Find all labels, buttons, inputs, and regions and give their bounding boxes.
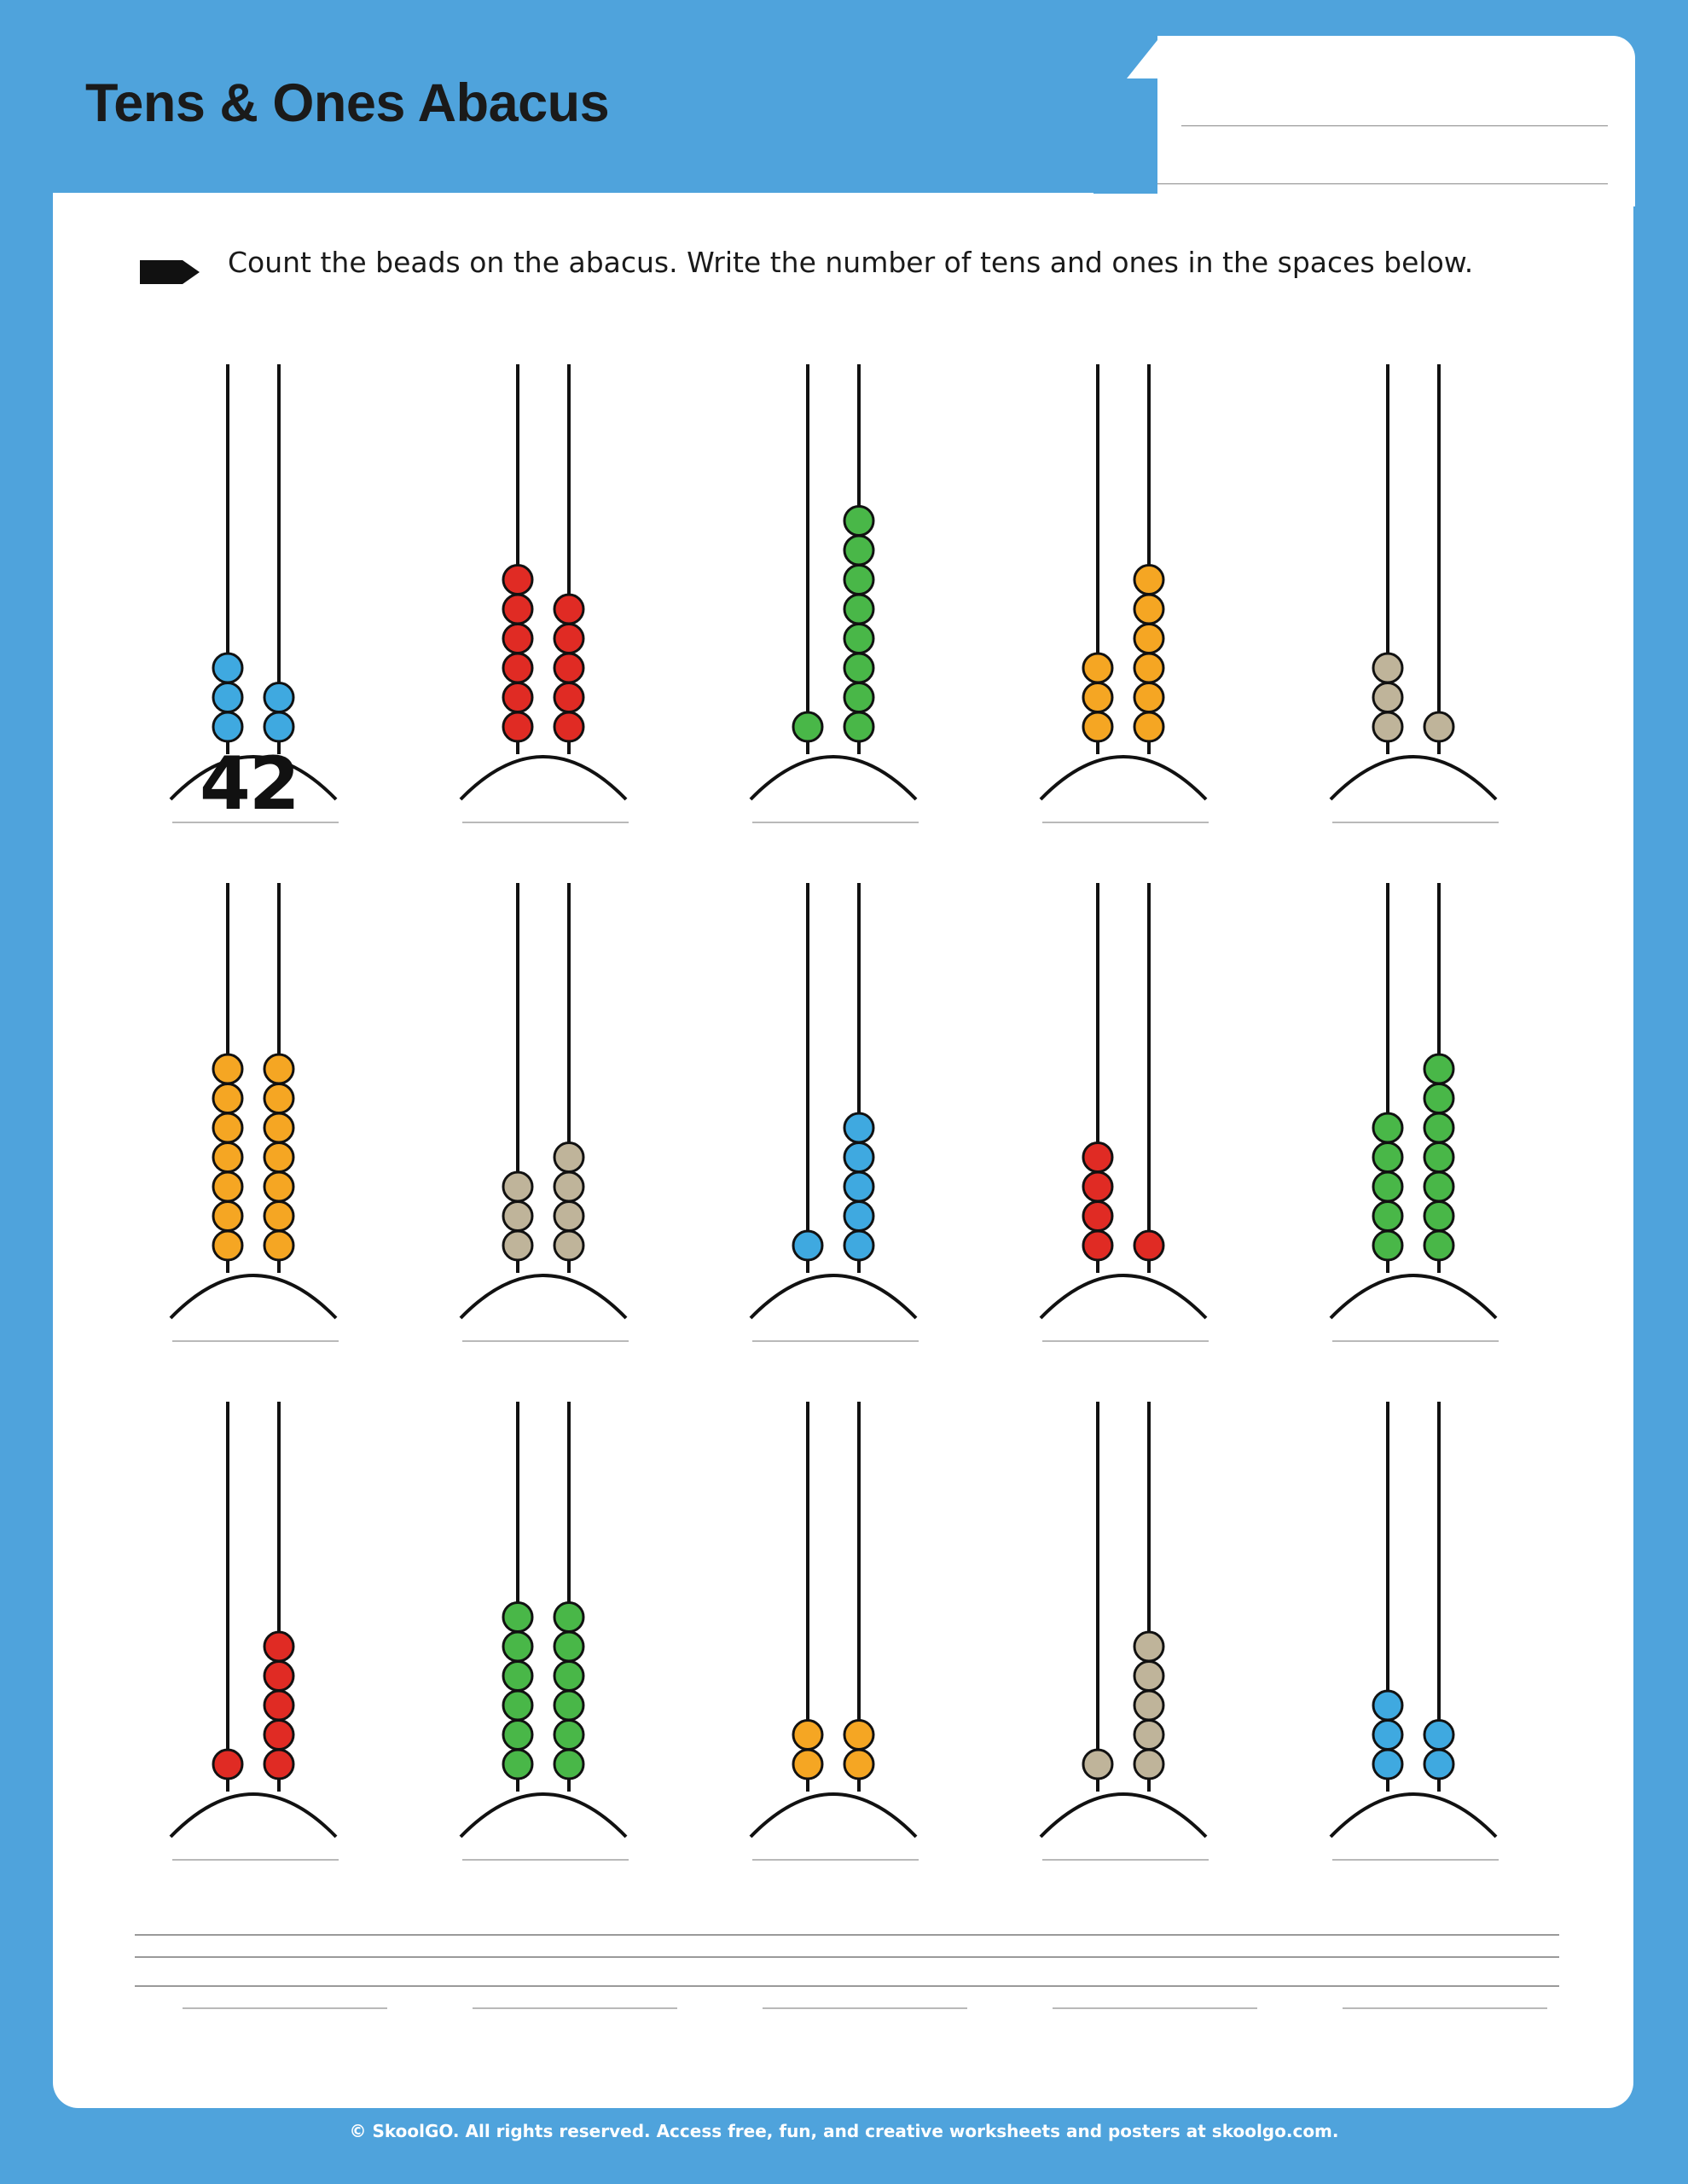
ones-bead	[844, 653, 873, 682]
tens-bead	[793, 1721, 822, 1750]
abacus-problem-5	[1290, 339, 1580, 876]
ones-bead	[264, 1113, 293, 1142]
answer-line-6[interactable]	[172, 1340, 339, 1342]
abacus-base-arc	[461, 1794, 626, 1837]
abacus-frame	[1290, 1376, 1580, 1854]
abacus-problem-7	[420, 857, 710, 1395]
tens-bead	[793, 1231, 822, 1260]
tens-bead	[1373, 1750, 1402, 1779]
abacus-problem-13	[710, 1376, 1000, 1914]
abacus-frame	[1290, 857, 1580, 1335]
tens-bead	[503, 566, 532, 595]
tens-bead	[503, 1662, 532, 1691]
abacus-problem-6	[130, 857, 420, 1395]
tens-bead	[213, 1143, 242, 1172]
answer-line-10[interactable]	[1332, 1340, 1499, 1342]
ones-bead	[264, 1084, 293, 1113]
abacus-problem-12	[420, 1376, 710, 1914]
ones-bead	[554, 1662, 583, 1691]
ones-bead	[554, 1691, 583, 1720]
ones-bead	[1134, 712, 1163, 741]
tens-bead	[1083, 1202, 1112, 1231]
ones-bead	[554, 1202, 583, 1231]
abacus-frame	[420, 339, 710, 816]
ones-bead	[264, 1202, 293, 1231]
tens-bead	[213, 1172, 242, 1201]
ones-bead	[554, 624, 583, 653]
ones-bead	[1424, 1231, 1453, 1260]
ones-bead	[264, 1750, 293, 1779]
tens-bead	[503, 1750, 532, 1779]
abacus-frame	[710, 857, 1000, 1335]
ones-bead	[844, 1750, 873, 1779]
ones-bead	[844, 624, 873, 653]
answer-line-15[interactable]	[1332, 1859, 1499, 1861]
answer-line-8[interactable]	[752, 1340, 919, 1342]
abacus-problem-3	[710, 339, 1000, 876]
ones-bead	[844, 566, 873, 595]
ones-bead	[1424, 1054, 1453, 1083]
tens-bead	[503, 1691, 532, 1720]
ones-bead	[554, 1231, 583, 1260]
answer-line-9[interactable]	[1042, 1340, 1209, 1342]
ones-bead	[1134, 595, 1163, 624]
tens-bead	[503, 1632, 532, 1661]
ones-bead	[844, 595, 873, 624]
abacus-problem-9	[1000, 857, 1290, 1395]
abacus-problem-1	[130, 339, 420, 876]
ones-bead	[264, 683, 293, 712]
answer-line-13[interactable]	[763, 2007, 967, 2009]
tens-bead	[213, 683, 242, 712]
abacus-frame	[420, 857, 710, 1335]
writing-line-2[interactable]	[135, 1956, 1559, 1958]
answer-line-11[interactable]	[172, 1859, 339, 1861]
ones-bead	[1134, 653, 1163, 682]
abacus-base-arc	[751, 1794, 916, 1837]
answer-line-7[interactable]	[462, 1340, 629, 1342]
tens-bead	[503, 1202, 532, 1231]
footer-copyright: © SkoolGO. All rights reserved. Access free, fun, and creative worksheets and posters at skoolgo.com.	[349, 2121, 1339, 2141]
answer-line-2[interactable]	[462, 822, 629, 823]
name-field-card	[1157, 36, 1635, 206]
ones-bead	[1134, 1721, 1163, 1750]
ones-bead	[1134, 1691, 1163, 1720]
tens-bead	[1083, 1172, 1112, 1201]
answer-line-12[interactable]	[473, 2007, 677, 2009]
tens-bead	[213, 1054, 242, 1083]
answer-line-13[interactable]	[752, 1859, 919, 1861]
tens-bead	[213, 712, 242, 741]
ones-bead	[1424, 1143, 1453, 1172]
ones-bead	[1424, 1721, 1453, 1750]
tens-bead	[1373, 712, 1402, 741]
abacus-base-arc	[751, 1275, 916, 1318]
ones-bead	[1424, 1202, 1453, 1231]
abacus-base-arc	[171, 1794, 336, 1837]
answer-line-3[interactable]	[752, 822, 919, 823]
writing-line-1[interactable]	[135, 1934, 1559, 1936]
ones-bead	[1134, 683, 1163, 712]
ones-bead	[554, 1632, 583, 1661]
answer-line-15[interactable]	[1343, 2007, 1547, 2009]
sample-answer-1: 42	[200, 741, 299, 827]
abacus-problem-11	[130, 1376, 420, 1914]
answer-line-14[interactable]	[1053, 2007, 1257, 2009]
abacus-frame	[130, 857, 420, 1335]
name-field-line-2[interactable]	[1157, 183, 1608, 184]
answer-line-11[interactable]	[183, 2007, 387, 2009]
tens-bead	[213, 1750, 242, 1779]
ones-bead	[1134, 1750, 1163, 1779]
ones-bead	[554, 1172, 583, 1201]
abacus-base-arc	[1041, 757, 1206, 799]
tens-bead	[503, 683, 532, 712]
tens-bead	[503, 1721, 532, 1750]
worksheet-sheet	[53, 194, 1633, 2108]
tens-bead	[1373, 1202, 1402, 1231]
ones-bead	[554, 595, 583, 624]
abacus-base-arc	[461, 1275, 626, 1318]
ones-bead	[1134, 1632, 1163, 1661]
page-title: Tens & Ones Abacus	[85, 73, 610, 133]
abacus-base-arc	[1041, 1794, 1206, 1837]
abacus-frame	[1000, 1376, 1290, 1854]
ones-bead	[554, 1721, 583, 1750]
tens-bead	[793, 1750, 822, 1779]
ones-bead	[264, 1662, 293, 1691]
tens-bead	[213, 1202, 242, 1231]
tens-bead	[503, 1172, 532, 1201]
tens-bead	[1083, 653, 1112, 682]
ones-bead	[844, 1172, 873, 1201]
tens-bead	[1373, 1721, 1402, 1750]
ones-bead	[554, 683, 583, 712]
ones-bead	[1134, 1231, 1163, 1260]
ones-bead	[844, 1721, 873, 1750]
ones-bead	[554, 653, 583, 682]
ones-bead	[1134, 566, 1163, 595]
ones-bead	[844, 1113, 873, 1142]
ones-bead	[844, 712, 873, 741]
writing-line-3[interactable]	[135, 1985, 1559, 1987]
ones-bead	[554, 1603, 583, 1632]
tens-bead	[1373, 1113, 1402, 1142]
tens-bead	[1083, 683, 1112, 712]
tens-bead	[1083, 1750, 1112, 1779]
tens-bead	[213, 653, 242, 682]
arrow-bullet-icon	[138, 257, 201, 288]
ones-bead	[264, 1632, 293, 1661]
answer-line-4[interactable]	[1042, 822, 1209, 823]
ones-bead	[264, 1054, 293, 1083]
tens-bead	[1083, 1143, 1112, 1172]
ones-bead	[264, 1691, 293, 1720]
tens-bead	[1083, 712, 1112, 741]
abacus-problem-2	[420, 339, 710, 876]
ones-bead	[1424, 1750, 1453, 1779]
abacus-base-arc	[751, 757, 916, 799]
ones-bead	[264, 712, 293, 741]
tens-bead	[503, 712, 532, 741]
ones-bead	[264, 1143, 293, 1172]
tens-bead	[1373, 653, 1402, 682]
tens-bead	[1083, 1231, 1112, 1260]
abacus-base-arc	[1331, 1275, 1496, 1318]
instruction-text: Count the beads on the abacus. Write the number of tens and ones in the spaces below.	[228, 246, 1474, 279]
tens-bead	[503, 595, 532, 624]
abacus-base-arc	[461, 757, 626, 799]
answer-line-12[interactable]	[462, 1859, 629, 1861]
ones-bead	[1134, 624, 1163, 653]
ones-bead	[844, 1231, 873, 1260]
tens-bead	[503, 1603, 532, 1632]
tens-bead	[1373, 1231, 1402, 1260]
ones-bead	[1424, 712, 1453, 741]
ones-bead	[1134, 1662, 1163, 1691]
ones-bead	[844, 683, 873, 712]
ones-bead	[1424, 1172, 1453, 1201]
ones-bead	[1424, 1084, 1453, 1113]
abacus-frame	[1000, 339, 1290, 816]
tens-bead	[1373, 683, 1402, 712]
abacus-frame	[710, 339, 1000, 816]
abacus-base-arc	[1331, 757, 1496, 799]
ones-bead	[844, 1143, 873, 1172]
abacus-frame	[420, 1376, 710, 1854]
ones-bead	[844, 1202, 873, 1231]
abacus-problem-10	[1290, 857, 1580, 1395]
ones-bead	[264, 1721, 293, 1750]
name-field-line-1[interactable]	[1181, 125, 1608, 126]
ones-bead	[554, 1750, 583, 1779]
answer-line-14[interactable]	[1042, 1859, 1209, 1861]
abacus-frame	[1290, 339, 1580, 816]
ones-bead	[554, 712, 583, 741]
answer-line-5[interactable]	[1332, 822, 1499, 823]
abacus-problem-4	[1000, 339, 1290, 876]
abacus-frame	[1000, 857, 1290, 1335]
ones-bead	[1424, 1113, 1453, 1142]
ones-bead	[554, 1143, 583, 1172]
ones-bead	[264, 1231, 293, 1260]
abacus-problem-14	[1000, 1376, 1290, 1914]
tens-bead	[1373, 1172, 1402, 1201]
abacus-frame	[130, 1376, 420, 1854]
abacus-problem-15	[1290, 1376, 1580, 1914]
tens-bead	[793, 712, 822, 741]
abacus-base-arc	[1041, 1275, 1206, 1318]
ones-bead	[844, 536, 873, 565]
tens-bead	[213, 1084, 242, 1113]
tens-bead	[213, 1113, 242, 1142]
tens-bead	[1373, 1143, 1402, 1172]
abacus-base-arc	[171, 1275, 336, 1318]
abacus-frame	[710, 1376, 1000, 1854]
abacus-problem-8	[710, 857, 1000, 1395]
abacus-base-arc	[1331, 1794, 1496, 1837]
tens-bead	[503, 653, 532, 682]
ones-bead	[264, 1172, 293, 1201]
tens-bead	[503, 1231, 532, 1260]
tens-bead	[1373, 1691, 1402, 1720]
sheet-top-edge	[53, 193, 1093, 196]
tens-bead	[503, 624, 532, 653]
ones-bead	[844, 507, 873, 536]
tens-bead	[213, 1231, 242, 1260]
